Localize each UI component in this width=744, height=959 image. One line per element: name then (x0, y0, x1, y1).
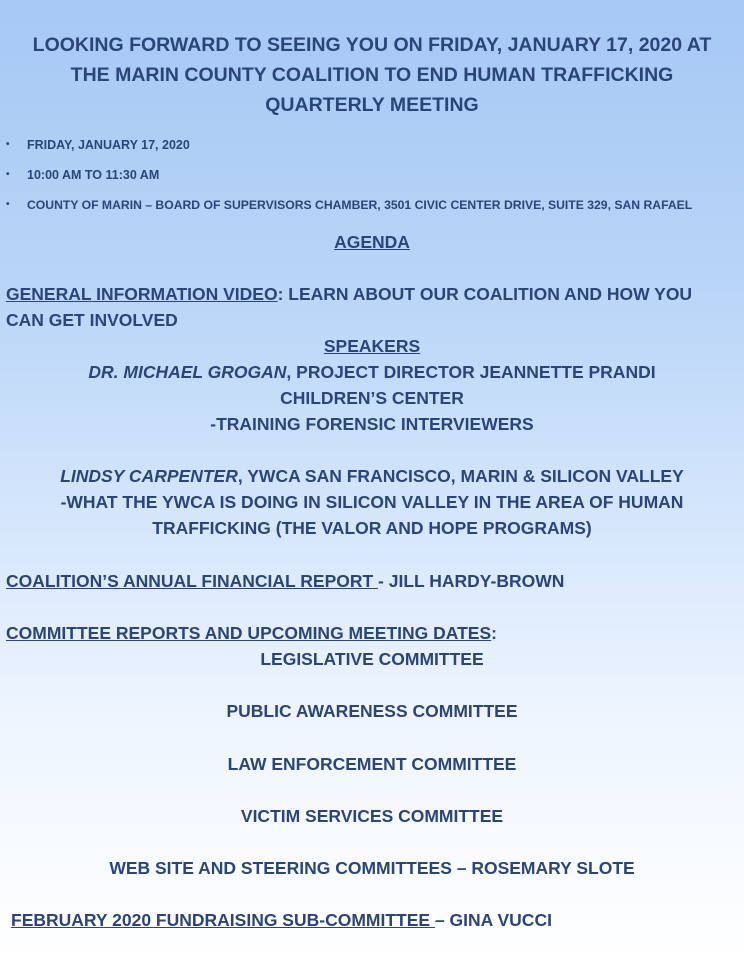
video-label: GENERAL INFORMATION VIDEO (6, 284, 278, 304)
speaker-1-topic-row (0, 411, 744, 437)
committee-law-enforcement-label: LAW ENFORCEMENT COMMITTEE (227, 754, 517, 774)
speaker-1-topic: -TRAINING FORENSIC INTERVIEWERS (210, 414, 534, 434)
financial-report-presenter: - JILL HARDY-BROWN (378, 571, 565, 591)
committee-victim-services-label: VICTIM SERVICES COMMITTEE (240, 806, 504, 826)
detail-time (0, 164, 744, 194)
committee-web-steering (0, 855, 744, 881)
speakers-heading-row (0, 333, 744, 359)
speaker-1-row (0, 359, 744, 385)
detail-location (0, 194, 744, 224)
speaker-2-role: , YWCA SAN FRANCISCO, MARIN & SILICON VALLEY (237, 466, 684, 486)
detail-date (0, 134, 744, 164)
speaker-2-topic-row-1 (0, 489, 744, 515)
financial-report-label: COALITION’S ANNUAL FINANCIAL REPORT (6, 571, 379, 591)
title-line-2: THE MARIN COUNTY COALITION TO END HUMAN TRAFFICKING (70, 64, 674, 86)
committee-reports-label: COMMITTEE REPORTS AND UPCOMING MEETING DATES (6, 623, 492, 643)
title-line-3: QUARTERLY MEETING (265, 94, 479, 116)
committee-public-awareness-label: PUBLIC AWARENESS COMMITTEE (226, 701, 518, 721)
video-description: : LEARN ABOUT OUR COALITION AND HOW YOU (277, 284, 693, 304)
fundraising-row (11, 907, 744, 933)
committee-law-enforcement (0, 751, 744, 777)
committee-legislative (0, 646, 744, 672)
speaker-2-name: LINDSY CARPENTER (60, 466, 238, 486)
agenda-heading-row (0, 229, 744, 255)
committee-reports-row (6, 620, 744, 646)
speaker-1-role: , PROJECT DIRECTOR JEANNETTE PRANDI (286, 362, 656, 382)
speaker-1-org: CHILDREN’S CENTER (280, 388, 464, 408)
financial-report-row (6, 568, 744, 594)
speaker-2-topic-2: TRAFFICKING (THE VALOR AND HOPE PROGRAMS) (152, 518, 592, 538)
speaker-2-topic-row-2 (0, 515, 744, 541)
detail-location-text: COUNTY OF MARIN – BOARD OF SUPERVISORS CHAMBER, 3501 CIVIC CENTER DRIVE, SUITE 329, SAN RAFAEL (27, 198, 693, 212)
title-line-1: LOOKING FORWARD TO SEEING YOU ON FRIDAY, JANUARY 17, 2020 AT (32, 34, 712, 56)
video-description-2: CAN GET INVOLVED (6, 310, 178, 330)
committee-legislative-label: LEGISLATIVE COMMITTEE (260, 649, 484, 669)
committee-public-awareness (0, 698, 744, 724)
fundraising-presenter: – GINA VUCCI (434, 910, 552, 930)
meeting-details-list (0, 134, 744, 224)
bullet-icon: • (6, 169, 10, 180)
speaker-1-org-row (0, 385, 744, 411)
committee-reports-colon: : (491, 623, 497, 643)
committee-victim-services (0, 803, 744, 829)
speaker-2-row (0, 463, 744, 489)
bullet-icon: • (6, 139, 10, 150)
flyer-title (0, 30, 744, 120)
speaker-1-name: DR. MICHAEL GROGAN (88, 362, 287, 382)
detail-time-text: 10:00 AM TO 11:30 AM (27, 168, 160, 182)
fundraising-label: FEBRUARY 2020 FUNDRAISING SUB-COMMITTEE (11, 910, 435, 930)
speakers-heading: SPEAKERS (323, 336, 421, 356)
detail-date-text: FRIDAY, JANUARY 17, 2020 (27, 138, 190, 152)
committee-web-steering-label: WEB SITE AND STEERING COMMITTEES – ROSEMARY SLOTE (109, 858, 635, 878)
video-row (6, 281, 744, 307)
bullet-icon: • (6, 199, 10, 210)
speaker-2-topic-1: -WHAT THE YWCA IS DOING IN SILICON VALLEY IN THE AREA OF HUMAN (60, 492, 684, 512)
agenda-heading: AGENDA (334, 232, 410, 252)
video-row-2 (6, 307, 744, 333)
